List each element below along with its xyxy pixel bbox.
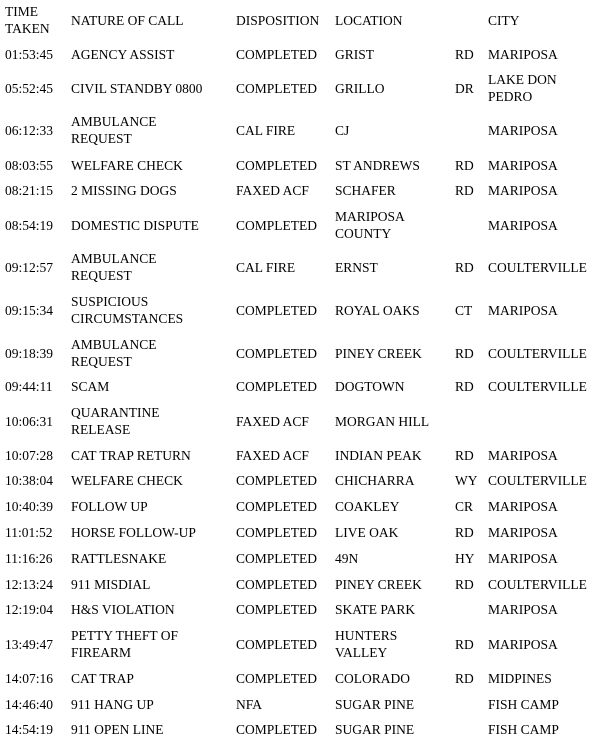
nature-cell: REQUEST <box>71 131 132 146</box>
nature-cell: 911 MISDIAL <box>71 577 151 592</box>
street-suffix-cell: DR <box>455 81 474 96</box>
street-suffix-cell: RD <box>455 158 474 173</box>
time-cell: 14:07:16 <box>5 671 54 686</box>
time-cell: 09:15:34 <box>5 303 54 318</box>
time-cell: 10:07:28 <box>5 448 54 463</box>
time-cell: 10:38:04 <box>5 473 54 488</box>
location-cell: MARIPOSA <box>335 209 405 224</box>
disposition-cell: COMPLETED <box>236 47 317 62</box>
disposition-cell: COMPLETED <box>236 379 317 394</box>
city-cell: FISH CAMP <box>488 697 559 712</box>
disposition-cell: FAXED ACF <box>236 448 309 463</box>
street-suffix-cell: WY <box>455 473 478 488</box>
city-cell: MARIPOSA <box>488 123 558 138</box>
time-cell: 01:53:45 <box>5 47 54 62</box>
city-cell: MARIPOSA <box>488 448 558 463</box>
header-location: LOCATION <box>335 13 403 28</box>
disposition-cell: COMPLETED <box>236 577 317 592</box>
disposition-cell: COMPLETED <box>236 637 317 652</box>
nature-cell: AMBULANCE <box>71 337 157 352</box>
disposition-cell: COMPLETED <box>236 525 317 540</box>
time-cell: 10:06:31 <box>5 414 54 429</box>
location-cell: HUNTERS <box>335 628 398 643</box>
city-cell: COULTERVILLE <box>488 473 587 488</box>
time-cell: 12:13:24 <box>5 577 54 592</box>
disposition-cell: COMPLETED <box>236 158 317 173</box>
city-cell: FISH CAMP <box>488 722 559 737</box>
street-suffix-cell: RD <box>455 346 474 361</box>
location-cell: COLORADO <box>335 671 411 686</box>
location-cell: CHICHARRA <box>335 473 415 488</box>
disposition-cell: CAL FIRE <box>236 123 296 138</box>
street-suffix-cell: RD <box>455 525 474 540</box>
disposition-cell: COMPLETED <box>236 473 317 488</box>
street-suffix-cell: RD <box>455 47 474 62</box>
location-cell: SUGAR PINE <box>335 697 415 712</box>
city-cell: MARIPOSA <box>488 551 558 566</box>
time-cell: 05:52:45 <box>5 81 54 96</box>
nature-cell: FOLLOW UP <box>71 499 148 514</box>
nature-cell: CIVIL STANDBY 0800 <box>71 81 203 96</box>
city-cell: MARIPOSA <box>488 602 558 617</box>
city-cell: MARIPOSA <box>488 183 558 198</box>
nature-cell: 911 HANG UP <box>71 697 154 712</box>
nature-cell: RATTLESNAKE <box>71 551 167 566</box>
header-time-line1: TIME <box>5 4 38 19</box>
nature-cell: AGENCY ASSIST <box>71 47 175 62</box>
city-cell: MARIPOSA <box>488 499 558 514</box>
time-cell: 06:12:33 <box>5 123 54 138</box>
disposition-cell: FAXED ACF <box>236 414 309 429</box>
location-cell: DOGTOWN <box>335 379 405 394</box>
city-cell: MARIPOSA <box>488 47 558 62</box>
nature-cell: CAT TRAP <box>71 671 134 686</box>
disposition-cell: COMPLETED <box>236 499 317 514</box>
location-cell: SCHAFER <box>335 183 396 198</box>
disposition-cell: COMPLETED <box>236 671 317 686</box>
location-cell: INDIAN PEAK <box>335 448 422 463</box>
time-cell: 10:40:39 <box>5 499 54 514</box>
nature-cell: CAT TRAP RETURN <box>71 448 191 463</box>
time-cell: 11:16:26 <box>5 551 53 566</box>
location-cell: ST ANDREWS <box>335 158 420 173</box>
city-cell: COULTERVILLE <box>488 379 587 394</box>
disposition-cell: COMPLETED <box>236 602 317 617</box>
street-suffix-cell: CR <box>455 499 474 514</box>
nature-cell: AMBULANCE <box>71 114 157 129</box>
nature-cell: RELEASE <box>71 422 131 437</box>
time-cell: 08:54:19 <box>5 218 54 233</box>
nature-cell: 2 MISSING DOGS <box>71 183 177 198</box>
nature-cell: WELFARE CHECK <box>71 473 183 488</box>
disposition-cell: CAL FIRE <box>236 260 296 275</box>
location-cell: SKATE PARK <box>335 602 416 617</box>
header-nature: NATURE OF CALL <box>71 13 184 28</box>
time-cell: 08:03:55 <box>5 158 54 173</box>
header-time <box>5 3 50 37</box>
city-cell: MARIPOSA <box>488 637 558 652</box>
location-cell: ERNST <box>335 260 378 275</box>
nature-cell: PETTY THEFT OF <box>71 628 179 643</box>
street-suffix-cell: RD <box>455 448 474 463</box>
location-cell: GRILLO <box>335 81 385 96</box>
street-suffix-cell: RD <box>455 577 474 592</box>
location-cell: SUGAR PINE <box>335 722 415 737</box>
disposition-cell: COMPLETED <box>236 303 317 318</box>
nature-cell: H&S VIOLATION <box>71 602 175 617</box>
disposition-cell: COMPLETED <box>236 218 317 233</box>
city-cell: MARIPOSA <box>488 525 558 540</box>
location-cell: LIVE OAK <box>335 525 399 540</box>
location-cell: MORGAN HILL <box>335 414 430 429</box>
time-cell: 11:01:52 <box>5 525 53 540</box>
location-cell: VALLEY <box>335 645 388 660</box>
disposition-cell: COMPLETED <box>236 551 317 566</box>
city-cell: COULTERVILLE <box>488 577 587 592</box>
location-cell: ROYAL OAKS <box>335 303 420 318</box>
header-disposition: DISPOSITION <box>236 13 320 28</box>
city-cell: LAKE DON <box>488 72 557 87</box>
location-cell: COUNTY <box>335 226 392 241</box>
header-city: CITY <box>488 13 520 28</box>
time-cell: 12:19:04 <box>5 602 54 617</box>
nature-cell: REQUEST <box>71 354 132 369</box>
time-cell: 14:54:19 <box>5 722 54 737</box>
street-suffix-cell: RD <box>455 260 474 275</box>
location-cell: CJ <box>335 123 350 138</box>
city-cell: COULTERVILLE <box>488 346 587 361</box>
nature-cell: WELFARE CHECK <box>71 158 183 173</box>
city-cell: MARIPOSA <box>488 303 558 318</box>
location-cell: PINEY CREEK <box>335 346 422 361</box>
time-cell: 13:49:47 <box>5 637 54 652</box>
time-cell: 14:46:40 <box>5 697 54 712</box>
street-suffix-cell: RD <box>455 379 474 394</box>
city-cell: PEDRO <box>488 89 533 104</box>
location-cell: PINEY CREEK <box>335 577 422 592</box>
disposition-cell: COMPLETED <box>236 346 317 361</box>
city-cell: MARIPOSA <box>488 158 558 173</box>
city-cell: MARIPOSA <box>488 218 558 233</box>
location-cell: GRIST <box>335 47 375 62</box>
nature-cell: SCAM <box>71 379 110 394</box>
nature-cell: 911 OPEN LINE <box>71 722 164 737</box>
disposition-cell: COMPLETED <box>236 81 317 96</box>
nature-cell: SUSPICIOUS <box>71 294 149 309</box>
time-cell: 09:12:57 <box>5 260 54 275</box>
nature-cell: CIRCUMSTANCES <box>71 311 184 326</box>
disposition-cell: FAXED ACF <box>236 183 309 198</box>
time-cell: 09:44:11 <box>5 379 53 394</box>
street-suffix-cell: CT <box>455 303 473 318</box>
street-suffix-cell: HY <box>455 551 475 566</box>
time-cell: 09:18:39 <box>5 346 54 361</box>
city-cell: COULTERVILLE <box>488 260 587 275</box>
time-cell: 08:21:15 <box>5 183 54 198</box>
street-suffix-cell: RD <box>455 183 474 198</box>
location-cell: 49N <box>335 551 359 566</box>
nature-cell: HORSE FOLLOW-UP <box>71 525 196 540</box>
nature-cell: REQUEST <box>71 268 132 283</box>
disposition-cell: COMPLETED <box>236 722 317 737</box>
header-time-line2: TAKEN <box>5 21 50 36</box>
location-cell: COAKLEY <box>335 499 400 514</box>
nature-cell: QUARANTINE <box>71 405 160 420</box>
city-cell: MIDPINES <box>488 671 552 686</box>
nature-cell: FIREARM <box>71 645 132 660</box>
street-suffix-cell: RD <box>455 671 474 686</box>
nature-cell: DOMESTIC DISPUTE <box>71 218 199 233</box>
disposition-cell: NFA <box>236 697 263 712</box>
nature-cell: AMBULANCE <box>71 251 157 266</box>
street-suffix-cell: RD <box>455 637 474 652</box>
